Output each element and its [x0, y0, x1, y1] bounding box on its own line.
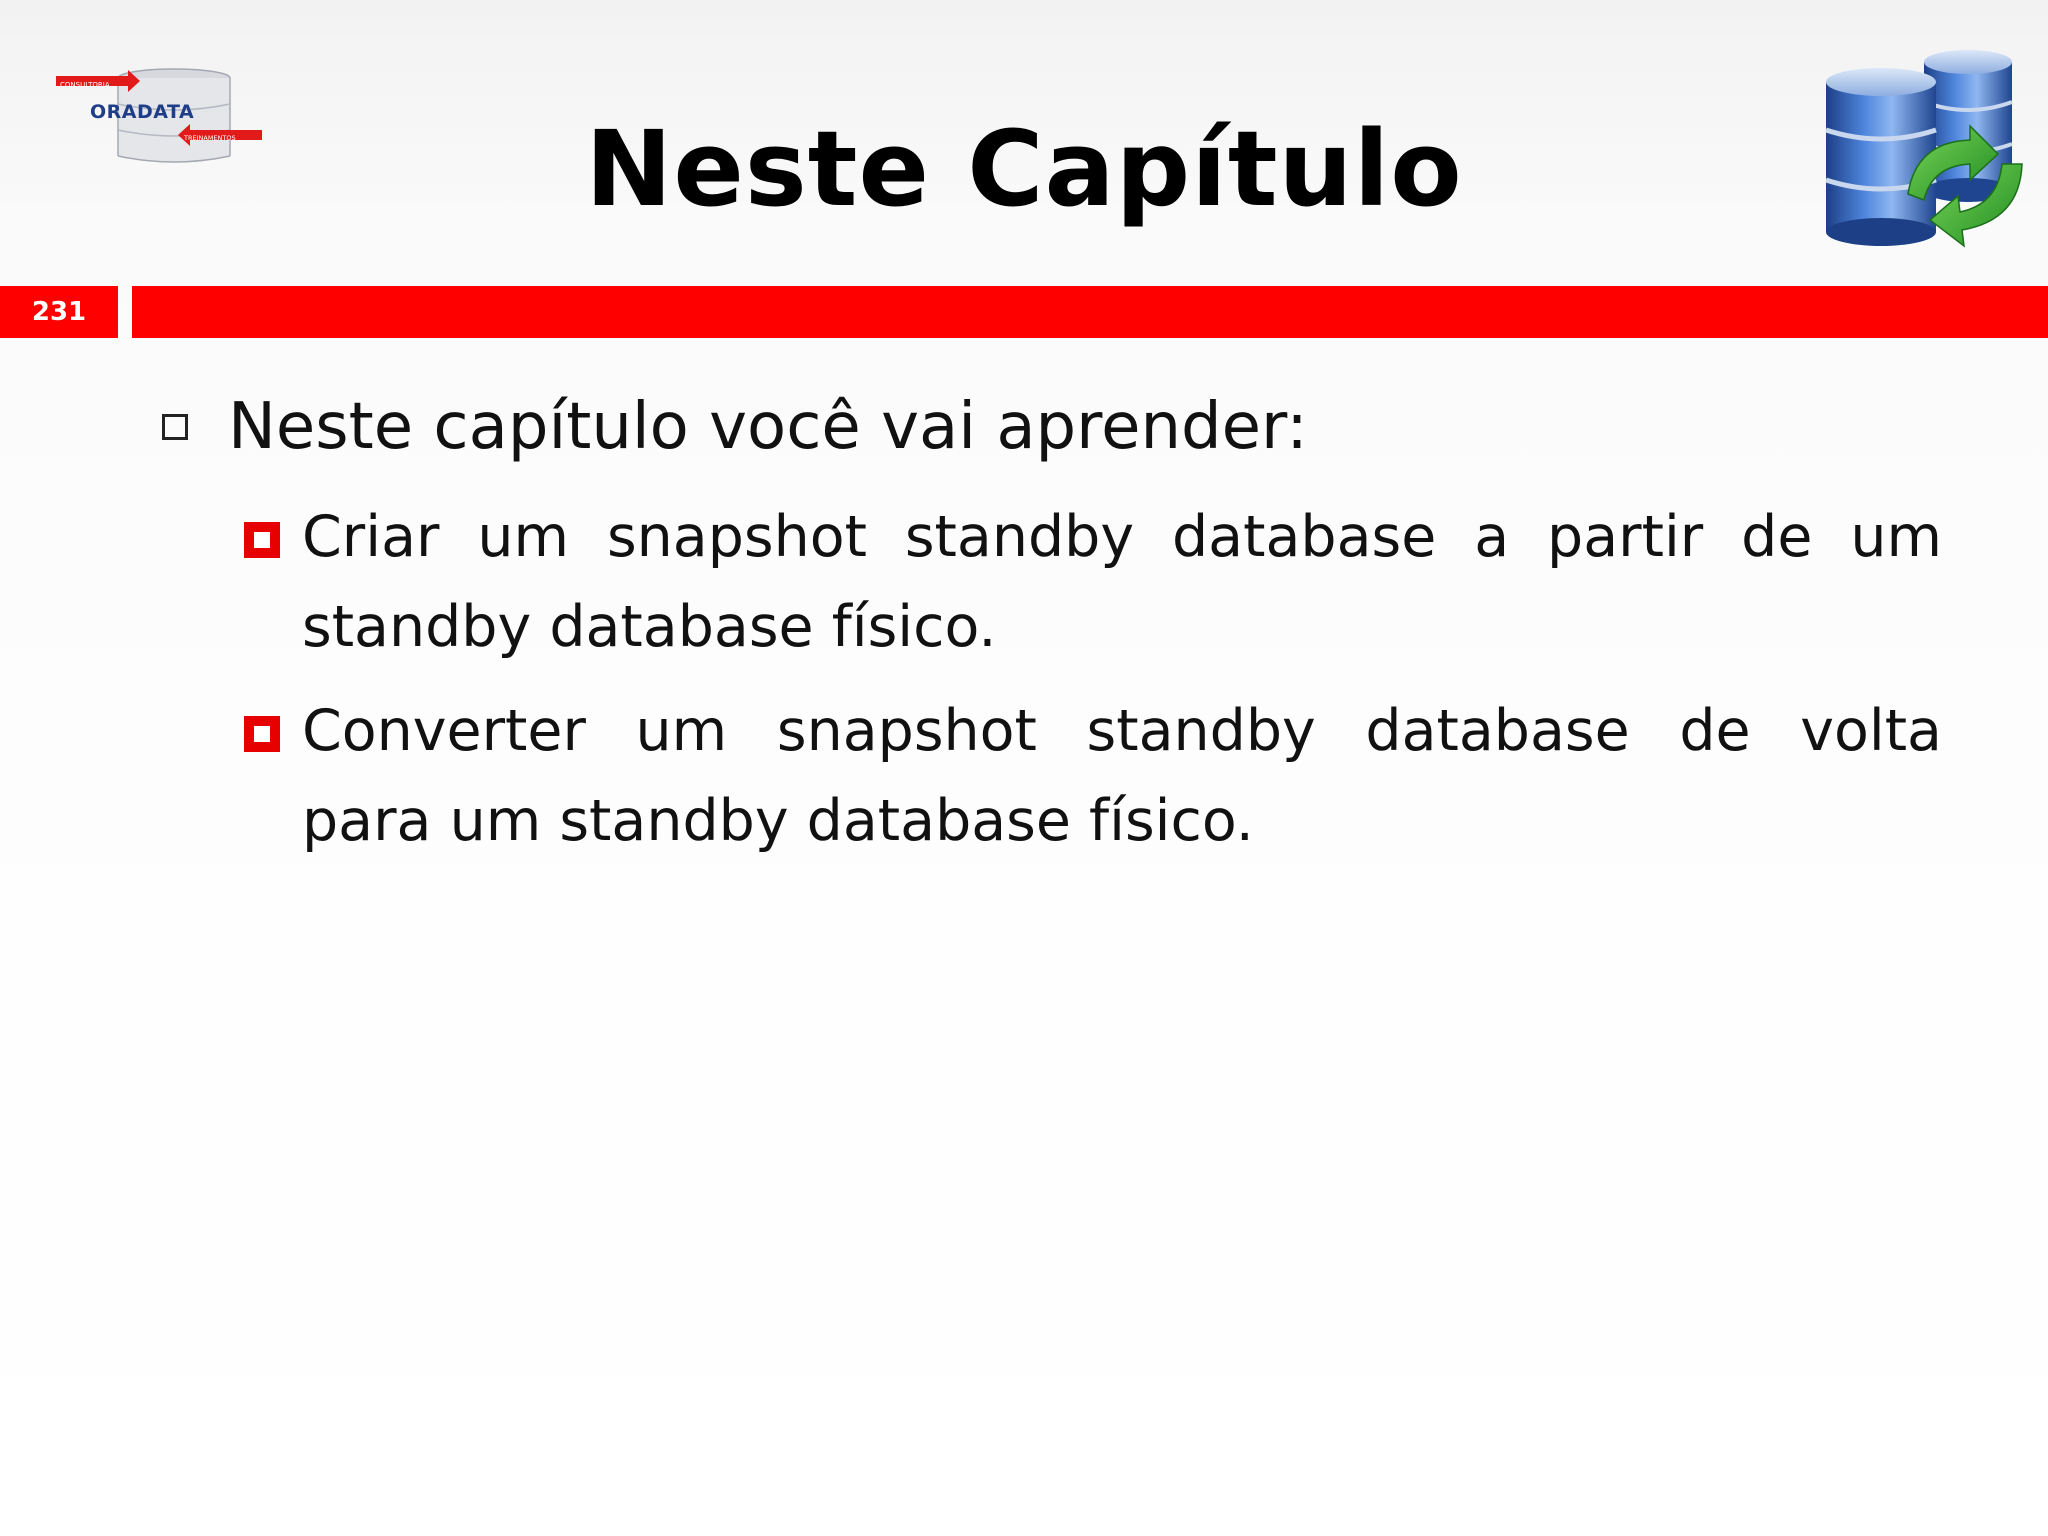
- red-square-bullet-icon: [244, 716, 280, 752]
- sub-bullet-line: para um standby database físico.: [302, 788, 1254, 854]
- sub-bullet-line: standby database físico.: [302, 594, 997, 660]
- logo-company-name: ORADATA: [90, 101, 195, 123]
- main-bullet-text: Neste capítulo você vai aprender:: [228, 390, 1308, 464]
- sub-bullet-line: Criar um snapshot standby database a partir de um: [302, 504, 1942, 570]
- red-square-bullet-icon: [244, 522, 280, 558]
- logo-tag-consultoria: CONSULTORIA: [60, 81, 110, 89]
- database-sync-icon: [1812, 44, 2032, 250]
- sub-bullet-text: [302, 492, 1942, 672]
- sub-bullet-line: Converter um snapshot standby database de volta: [302, 698, 1942, 764]
- slide-title: Neste Capítulo: [585, 108, 1463, 230]
- page-number: 231: [31, 297, 87, 327]
- logo-tag-treinamentos: TREINAMENTOS: [184, 134, 236, 142]
- hollow-square-bullet-icon: [162, 414, 188, 440]
- header-red-bar: [132, 286, 2048, 338]
- sub-bullet-text: [302, 686, 1942, 866]
